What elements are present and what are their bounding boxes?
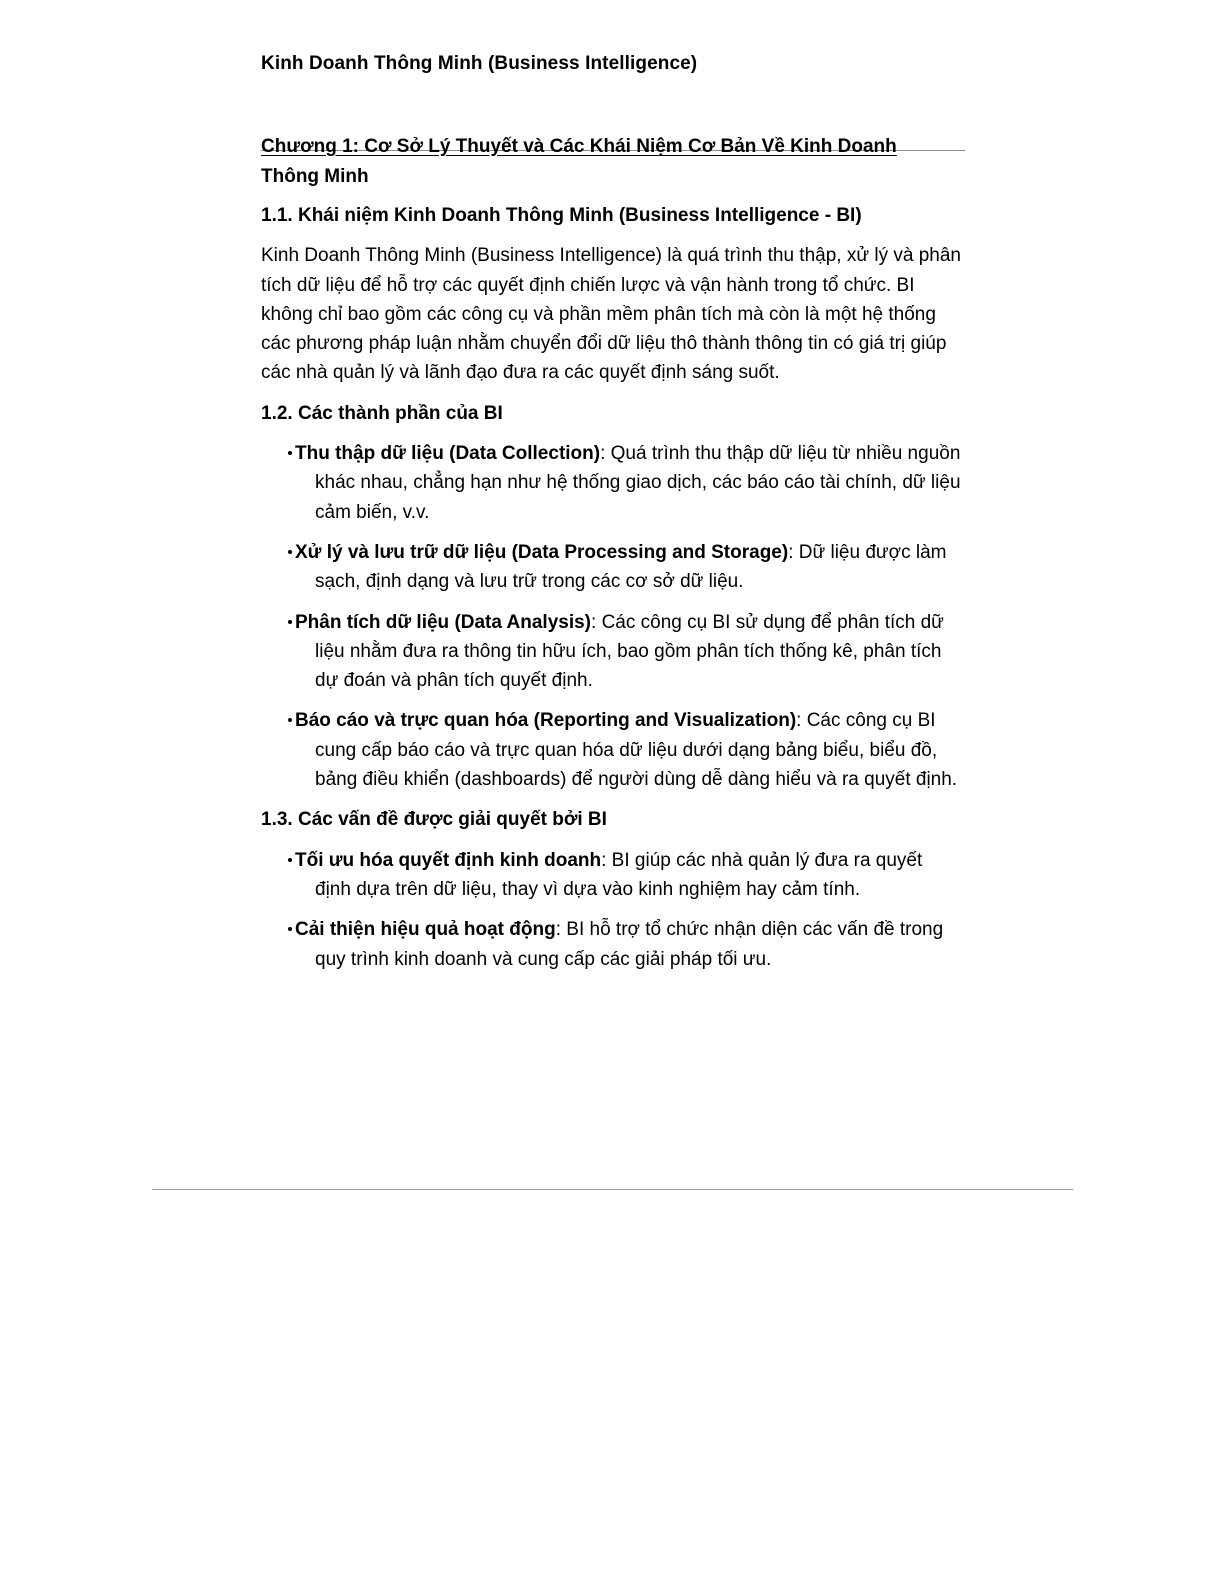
- section-paragraph-1-1: Kinh Doanh Thông Minh (Business Intelligence) là quá trình thu thập, xử lý và phân tích dữ liệu để hỗ trợ các quyết định chiến lược và vận hành trong tổ chức. BI không chỉ bao gồm các công cụ và phần mềm phân tích mà còn là một hệ thống các phương pháp luận nhằm chuyển đổi dữ liệu thô thành thông tin có giá trị giúp các nhà quản lý và lãnh đạo đưa ra các quyết định sáng suốt.: [261, 245, 961, 384]
- list-item-term: Cải thiện hiệu quả hoạt động: [295, 919, 556, 941]
- bullet-icon: [288, 915, 295, 944]
- bullet-icon: [288, 706, 295, 735]
- list-item-term: Báo cáo và trực quan hóa (Reporting and Visualization): [295, 710, 797, 732]
- list-item-term: Thu thập dữ liệu (Data Collection): [295, 443, 601, 465]
- document-title: Kinh Doanh Thông Minh (Business Intelligence): [261, 53, 698, 74]
- list-item: [288, 706, 961, 794]
- bullet-list-1-2: [261, 439, 961, 794]
- list-item: [288, 608, 961, 696]
- list-item: [288, 538, 961, 597]
- page-divider: [152, 1189, 1073, 1190]
- list-item-text: : BI giúp các nhà quản lý đưa ra quyết định dựa trên dữ liệu, thay vì dựa vào kinh nghiệm hay cảm tính.: [315, 849, 923, 900]
- list-item-text: : BI hỗ trợ tổ chức nhận diện các vấn đề trong quy trình kinh doanh và cung cấp các giải pháp tối ưu.: [315, 919, 944, 970]
- chapter-title-line-1: Chương 1: Cơ Sở Lý Thuyết và Các Khái Niệm Cơ Bản Về Kinh Doanh: [261, 136, 897, 157]
- list-item-text: : Dữ liệu được làm sạch, định dạng và lưu trữ trong các cơ sở dữ liệu.: [315, 541, 947, 593]
- section-heading-1-1: 1.1. Khái niệm Kinh Doanh Thông Minh (Business Intelligence - BI): [261, 205, 862, 226]
- section-heading-1-2: 1.2. Các thành phần của BI: [261, 402, 503, 424]
- list-item-term: Phân tích dữ liệu (Data Analysis): [295, 611, 592, 633]
- section-heading-1-3: 1.3. Các vấn đề được giải quyết bởi BI: [261, 809, 607, 831]
- document-body: [261, 201, 961, 985]
- bullet-icon: [288, 439, 295, 468]
- list-item: [288, 846, 961, 905]
- list-item: [288, 915, 961, 974]
- list-item-text: : Quá trình thu thập dữ liệu từ nhiều nguồn khác nhau, chẳng hạn như hệ thống giao dịch, các báo cáo tài chính, dữ liệu cảm biến, v.v.: [315, 443, 961, 523]
- list-item-term: Xử lý và lưu trữ dữ liệu (Data Processing and Storage): [295, 541, 789, 563]
- bullet-icon: [288, 846, 295, 875]
- chapter-title-line-2: Thông Minh: [261, 166, 369, 187]
- list-item: [288, 439, 961, 527]
- bullet-list-1-3: [261, 846, 961, 974]
- bullet-icon: [288, 538, 295, 567]
- bullet-icon: [288, 608, 295, 637]
- list-item-text: : Các công cụ BI cung cấp báo cáo và trực quan hóa dữ liệu dưới dạng bảng biểu, biểu đồ, bảng điều khiển (dashboards) để người dùng dễ dàng hiểu và ra quyết định.: [315, 710, 958, 791]
- list-item-text: : Các công cụ BI sử dụng để phân tích dữ liệu nhằm đưa ra thông tin hữu ích, bao gồm phân tích thống kê, phân tích dự đoán và phân tích quyết định.: [315, 611, 944, 692]
- chapter-title: [261, 132, 941, 192]
- list-item-term: Tối ưu hóa quyết định kinh doanh: [295, 849, 602, 871]
